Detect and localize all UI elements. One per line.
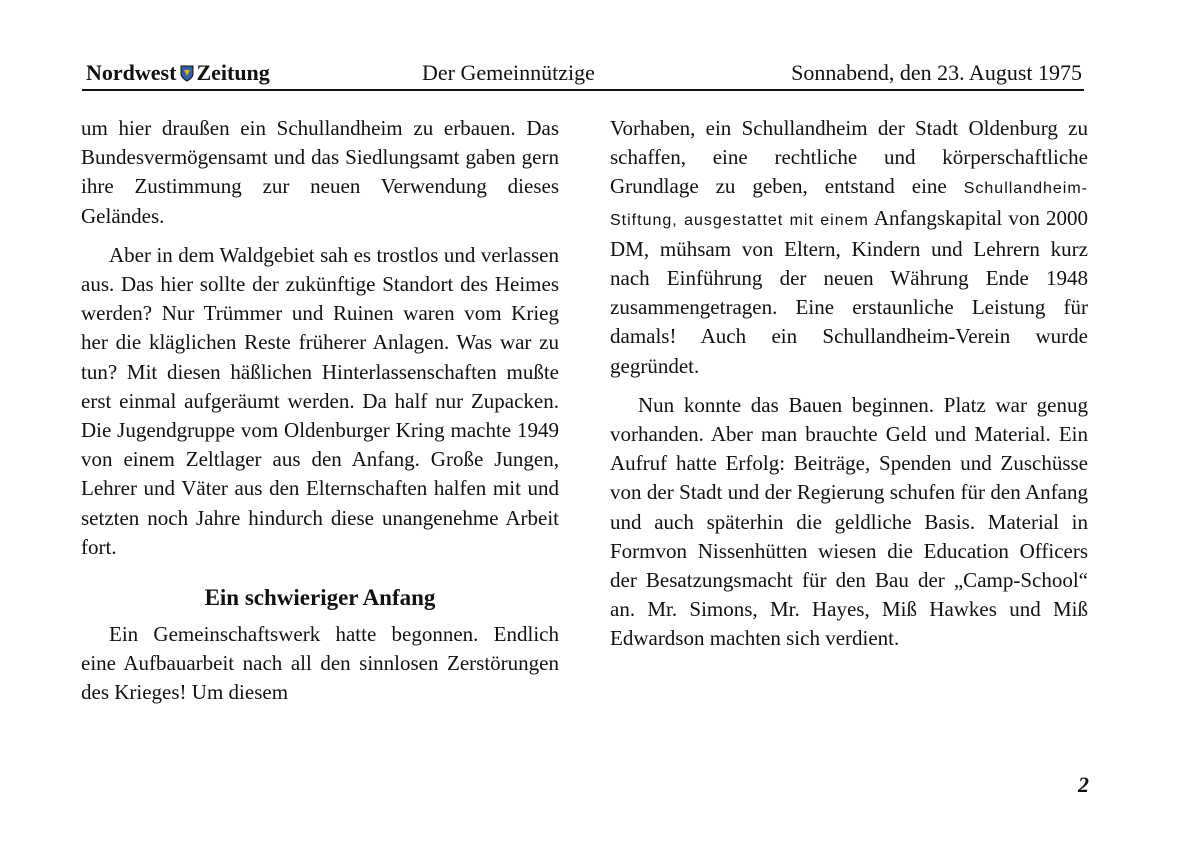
paragraph: Ein Gemeinschaftswerk hatte begonnen. Endlich eine Aufbauarbeit nach all den sinnlosen Zerstörungen des Krieges! Um diesem — [81, 622, 559, 705]
paragraph-text: Anfangskapital von 2000 DM, mühsam von Eltern, Kindern und Lehrern kurz nach Einführung der neuen Währung Ende 1948 zusammengetragen. Eine erstaunliche Leistung für damals! Auch ein Schullandheim-Verein wurde gegründet. — [610, 205, 1088, 378]
newspaper-header — [82, 55, 1084, 91]
page-number: 2 — [1078, 772, 1089, 797]
masthead — [86, 60, 270, 86]
paragraph: Nun konnte das Bauen beginnen. Platz war genug vorhanden. Aber man brauchte Geld und Material. Ein Aufruf hatte Erfolg: Beiträge, Spenden und Zuschüsse von der Stadt und der Regierung schufen für den Anfang und auch späterhin die geldliche Basis. Material in Formvon Nissenhütten wiesen die Education Officers der Besatzungsmacht für den Bau der „Camp-School“ an. Mr. Simons, Mr. Hayes, Miß Hawkes und Miß Edwardson machten sich verdient. — [610, 392, 1088, 651]
section-title: Der Gemeinnützige — [422, 60, 595, 85]
paragraph-text: Vorhaben, ein Schullandheim der Stadt Oldenburg zu schaffen, eine rechtliche und körperschaftliche Grundlage zu geben, entstand eine — [610, 116, 1088, 199]
paragraph — [610, 114, 1088, 381]
right-column — [610, 114, 1088, 664]
left-column — [81, 114, 559, 718]
section-heading: Ein schwieriger Anfang — [204, 585, 436, 611]
issue-date: Sonnabend, den 23. August 1975 — [791, 60, 1082, 85]
masthead-name-right: Zeitung — [196, 60, 270, 85]
spaced-text: Schullandheim-Stiftung, ausgestattet mit einem — [610, 180, 1088, 229]
masthead-name-left: Nordwest — [86, 60, 177, 85]
paragraph: um hier draußen ein Schullandheim zu erbauen. Das Bundesvermögensamt und das Siedlungsamt gaben gern ihre Zustimmung zur neuen Verwendung dieses Geländes. — [81, 116, 559, 228]
coat-of-arms-icon — [180, 65, 194, 82]
paragraph: Aber in dem Waldgebiet sah es trostlos und verlassen aus. Das hier sollte der zukünftige Standort des Heimes werden? Nur Trümmer und Ruinen waren vom Krieg her die kläglichen Reste früherer Anlagen. Was war zu tun? Mit diesen häßlichen Hinterlassenschaften mußte erst einmal aufgeräumt werden. Da half nur Zupacken. Die Jugendgruppe vom Oldenburger Kring machte 1949 von einem Zeltlager aus den Anfang. Große Jungen, Lehrer und Väter aus den Elternschaften halfen mit und setzten noch Jahre hindurch diese unangenehme Arbeit fort. — [81, 242, 559, 559]
